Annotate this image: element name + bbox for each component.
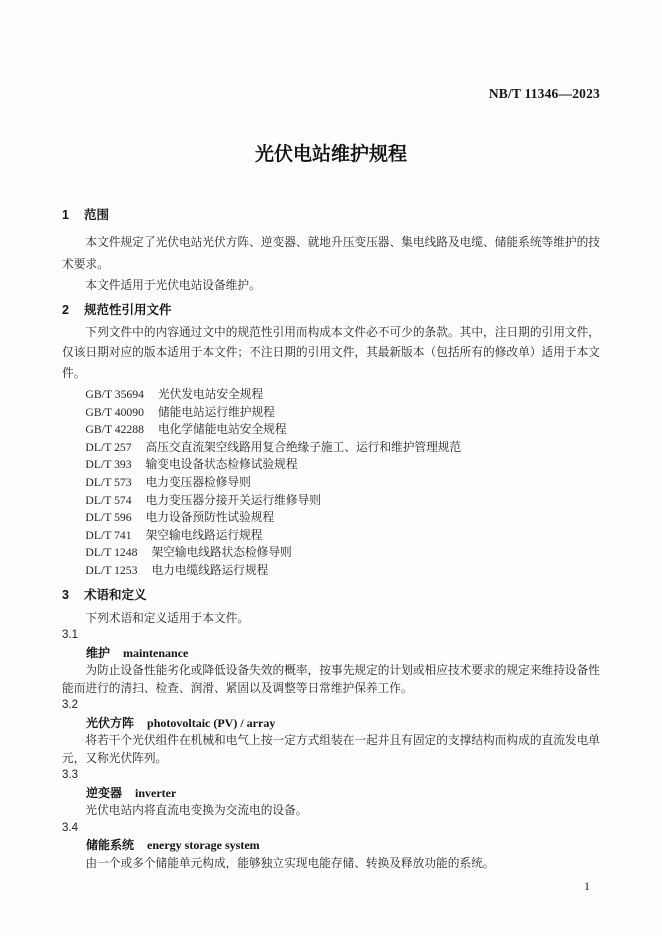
- term-definition: 由一个或多个储能单元构成，能够独立实现电能存储、转换及释放功能的系统。: [85, 856, 495, 870]
- term-entry: [62, 820, 600, 873]
- reference-title: 架空输电线路状态检修导则: [151, 546, 292, 560]
- section-number: 2: [62, 302, 69, 317]
- reference-item: [62, 386, 600, 404]
- term-entry: [62, 767, 600, 820]
- term-name-english: photovoltaic (PV) / array: [147, 715, 276, 730]
- reference-item: [62, 474, 600, 492]
- term-name: [62, 785, 600, 803]
- terms-intro: 下列术语和定义适用于本文件。: [85, 611, 250, 625]
- reference-item: [62, 456, 600, 474]
- reference-title: 架空输电线路运行规程: [145, 528, 263, 542]
- reference-title: 电力电缆线路运行规程: [151, 563, 269, 577]
- reference-item: [62, 562, 600, 580]
- section-terms-heading: [62, 588, 600, 603]
- reference-code: DL/T 574: [85, 493, 132, 507]
- reference-item: [62, 404, 600, 422]
- section-number: 1: [62, 208, 69, 222]
- reference-code: DL/T 1253: [85, 563, 138, 577]
- reference-item: [62, 421, 600, 439]
- term-number: 3.1: [62, 629, 78, 642]
- reference-code: DL/T 596: [85, 511, 132, 525]
- term-definition: 光伏电站内将直流电变换为交流电的设备。: [85, 804, 308, 818]
- reference-title: 电力设备预防性试验规程: [145, 511, 275, 525]
- term-name-chinese: 储能系统: [86, 838, 135, 853]
- term-name-english: energy storage system: [147, 838, 260, 853]
- section-title: 范围: [83, 208, 109, 222]
- reference-item: [62, 439, 600, 457]
- term-name: [62, 645, 600, 663]
- reference-item: [62, 492, 600, 510]
- section-title: 规范性引用文件: [83, 302, 172, 317]
- term-name-chinese: 逆变器: [86, 785, 123, 800]
- term-entry: [62, 697, 600, 767]
- reference-code: DL/T 1248: [85, 546, 138, 560]
- section-normative-references: [62, 303, 600, 580]
- page-number: 1: [584, 879, 590, 893]
- reference-code: DL/T 573: [85, 475, 132, 489]
- reference-code: DL/T 741: [85, 528, 132, 542]
- term-number: 3.2: [62, 699, 78, 712]
- term-name-chinese: 光伏方阵: [86, 715, 135, 730]
- references-intro: 下列文件中的内容通过文中的规范性引用而构成本文件必不可少的条款。其中，注日期的引用文件，仅该日期对应的版本适用于本文件；不注日期的引用文件，其最新版本（包括所有的修改单）适用于本文件。: [62, 325, 600, 380]
- section-scope: [62, 208, 600, 297]
- section-terms-definitions: [62, 588, 600, 873]
- reference-code: GB/T 40090: [85, 405, 144, 419]
- section-number: 3: [62, 587, 69, 602]
- term-entry: [62, 627, 600, 697]
- reference-title: 电力变压器分接开关运行维修导则: [145, 493, 321, 507]
- doc-number: NB/T 11346—2023: [488, 86, 600, 101]
- section-title: 术语和定义: [83, 587, 147, 602]
- reference-title: 光伏发电站安全规程: [157, 388, 264, 401]
- scope-paragraph: 本文件规定了光伏电站光伏方阵、逆变器、就地升压变压器、集电线路及电缆、储能系统等维护的技术要求。: [62, 236, 600, 271]
- section-references-heading: [62, 303, 600, 318]
- reference-title: 电化学储能电站安全规程: [157, 423, 287, 437]
- reference-title: 储能电站运行维护规程: [157, 405, 275, 419]
- reference-code: DL/T 257: [85, 440, 132, 454]
- reference-item: [62, 527, 600, 545]
- term-number: 3.3: [62, 769, 78, 782]
- section-scope-heading: [62, 208, 600, 223]
- term-name-english: maintenance: [123, 645, 189, 660]
- term-number: 3.4: [62, 821, 78, 834]
- term-name: [62, 837, 600, 855]
- term-name: [62, 715, 600, 733]
- term-definition: 将若干个光伏组件在机械和电气上按一定方式组装在一起并且有固定的支撑结构而构成的直流发电单元，又称光伏阵列。: [62, 734, 600, 765]
- term-definition: 为防止设备性能劣化或降低设备失效的概率，按事先规定的计划或相应技术要求的规定来维持设备性能而进行的清扫、检查、润滑、紧固以及调整等日常维护保养工作。: [62, 664, 600, 695]
- term-name-english: inverter: [135, 785, 177, 800]
- reference-item: [62, 509, 600, 527]
- reference-item: [62, 544, 600, 562]
- reference-code: DL/T 393: [85, 458, 132, 472]
- reference-title: 高压交直流架空线路用复合绝缘子施工、运行和维护管理规范: [145, 440, 462, 454]
- reference-code: GB/T 35694: [85, 388, 144, 401]
- reference-code: GB/T 42288: [85, 423, 144, 437]
- reference-list: [62, 386, 600, 580]
- scope-paragraph: 本文件适用于光伏电站设备维护。: [85, 279, 261, 292]
- reference-title: 输变电设备状态检修试验规程: [145, 458, 298, 472]
- doc-title: 光伏电站维护规程: [254, 144, 407, 165]
- reference-title: 电力变压器检修导则: [145, 475, 251, 489]
- term-name-chinese: 维护: [86, 645, 111, 660]
